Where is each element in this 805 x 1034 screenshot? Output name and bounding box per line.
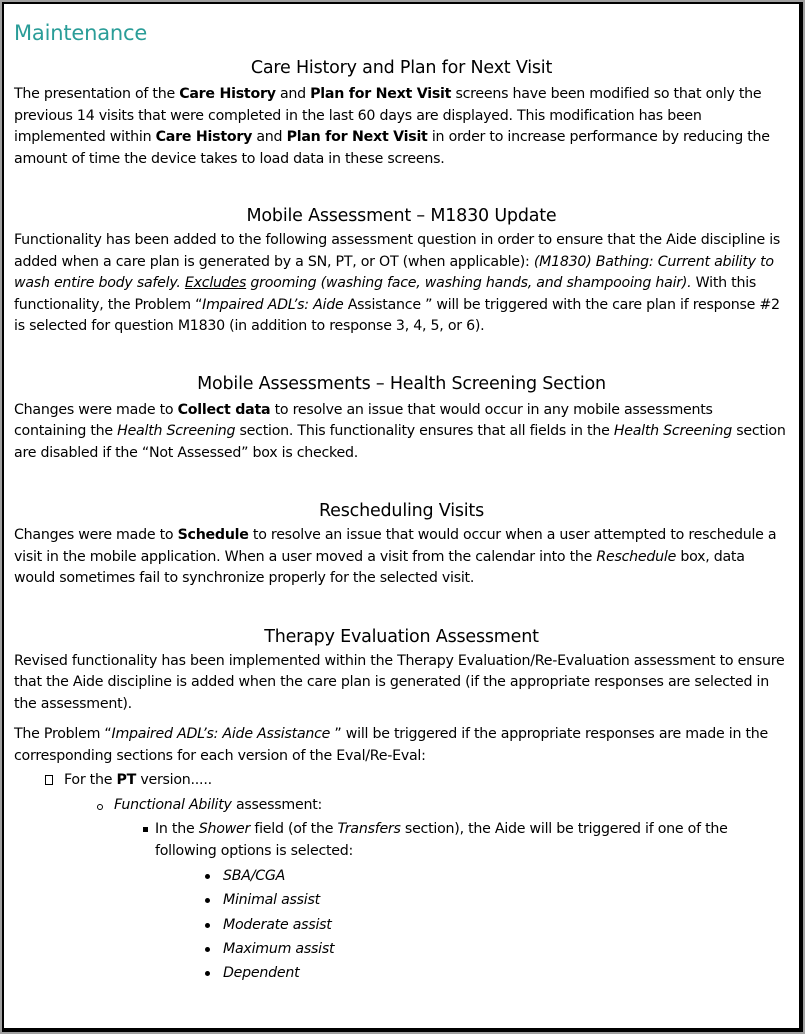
bullet-icon (205, 947, 210, 952)
circle-bullet-icon (97, 804, 103, 810)
square-bullet-icon (45, 775, 53, 785)
italic-term: Health Screening (613, 423, 732, 439)
text-run: With this functionality, the Problem “ (14, 275, 757, 313)
section-body (14, 230, 789, 338)
section-m1830-update (14, 203, 789, 338)
option-label: Moderate assist (223, 916, 332, 933)
version-list (14, 770, 789, 985)
list-item-pt-version (14, 770, 789, 985)
section-body (14, 525, 789, 590)
document-page (2, 2, 803, 1032)
field-list (114, 819, 789, 985)
bold-term: Care History (179, 86, 276, 102)
section-heading: Rescheduling Visits (318, 501, 485, 521)
option-item (155, 937, 789, 961)
bold-term: Plan for Next Visit (286, 129, 428, 145)
bullet-icon (205, 898, 210, 903)
option-item (155, 888, 789, 912)
option-item (155, 961, 789, 985)
text-run: The presentation of the (14, 86, 180, 102)
list-item-functional-ability (64, 795, 789, 986)
bold-term: Plan for Next Visit (310, 86, 452, 102)
text-run: in order to increase performance by reducing the amount of time the device takes to load data in these screens. (14, 129, 770, 167)
italic-term: Impaired ADL’s: Aide Assistance (111, 726, 331, 742)
option-item (155, 913, 789, 937)
option-label: Dependent (223, 965, 300, 982)
text-run: screens have been modified so that only the previous 14 visits that were completed in the last 60 days are displayed. This modification has been implemented within (14, 86, 762, 145)
underlined-term: Excludes (184, 275, 247, 291)
bullet-icon (205, 971, 210, 976)
bold-term: PT (116, 772, 137, 788)
document-title: Maintenance (14, 21, 148, 45)
bullet-icon (205, 874, 210, 879)
text-run: version..... (136, 772, 212, 788)
text-run: field (of the (250, 821, 338, 837)
text-run: Functionality has been added to the following assessment question in order to ensure that the Aide discipline is added when a care plan is generated by a SN, PT, or OT (when applicable): (14, 232, 781, 270)
text-run: Assistance ” will be triggered with the care plan if response #2 is selected for question M1830 (in addition to response 3, 4, 5, or 6). (14, 296, 780, 334)
italic-term: Transfers (337, 821, 401, 837)
text-run: section), the Aide will be triggered if one of the following options is selected: (155, 821, 728, 859)
section-body-2 (14, 724, 789, 767)
text-run: Changes were made to (14, 527, 178, 543)
text-run: section. This functionality ensures that all fields in the (235, 423, 614, 439)
bullet-icon (205, 923, 210, 928)
section-health-screening (14, 371, 789, 465)
section-heading: Therapy Evaluation Assessment (264, 626, 539, 647)
italic-term: Shower (198, 821, 251, 837)
italic-term: Impaired ADL’s: Aide (202, 296, 344, 313)
text-run: For the (64, 772, 117, 788)
italic-term: Functional Ability (114, 796, 232, 813)
option-item (155, 864, 789, 888)
section-body: Revised functionality has been implemented within the Therapy Evaluation/Re-Evaluation assessment to ensure that the Aide discipline is added when the care plan is generated (if the appropriate responses are selected in the assessment). (14, 652, 785, 712)
section-rescheduling-visits (14, 498, 789, 590)
section-heading: Mobile Assessment – M1830 Update (246, 206, 557, 226)
text-run: Changes were made to (14, 401, 178, 418)
italic-term: Health Screening (117, 423, 236, 439)
option-label: Maximum assist (223, 940, 335, 957)
bold-term: Collect data (177, 401, 271, 418)
text-run: section are disabled if the “Not Assessed” box is checked. (14, 423, 786, 461)
section-heading: Care History and Plan for Next Visit (250, 58, 553, 78)
italic-term: grooming (washing face, washing hands, and shampooing hair). (246, 275, 692, 291)
list-item-shower-field (114, 819, 789, 985)
page-content (4, 4, 799, 985)
text-run: assessment: (231, 796, 323, 813)
section-heading: Mobile Assessments – Health Screening Section (197, 373, 606, 394)
section-body (14, 400, 789, 465)
italic-term: (M1830) Bathing: Current ability to wash entire body safely. (14, 253, 774, 291)
section-therapy-evaluation (14, 624, 789, 986)
bold-term: Care History (155, 129, 253, 145)
text-run: In the (155, 821, 199, 837)
options-list (155, 864, 789, 985)
option-label: SBA/CGA (223, 868, 286, 884)
italic-term: Reschedule (596, 548, 677, 565)
bold-term: Schedule (177, 527, 249, 543)
text-run: The Problem “ (14, 726, 112, 742)
square-bullet-icon (143, 827, 148, 832)
text-run: and (252, 129, 287, 145)
text-run: ” will be triggered if the appropriate responses are made in the corresponding sections for each version of the Eval/Re-Eval: (14, 726, 769, 764)
text-run: to resolve an issue that would occur when a user attempted to reschedule a visit in the mobile application. When a user moved a visit from the calendar into the (14, 527, 777, 565)
section-body (14, 84, 789, 170)
text-run: box, data would sometimes fail to synchronize properly for the selected visit. (14, 548, 745, 586)
assessment-list (64, 795, 789, 986)
text-run: and (275, 86, 311, 102)
option-label: Minimal assist (223, 892, 320, 909)
text-run: to resolve an issue that would occur in any mobile assessments containing the (14, 401, 713, 439)
section-care-history (14, 55, 789, 170)
